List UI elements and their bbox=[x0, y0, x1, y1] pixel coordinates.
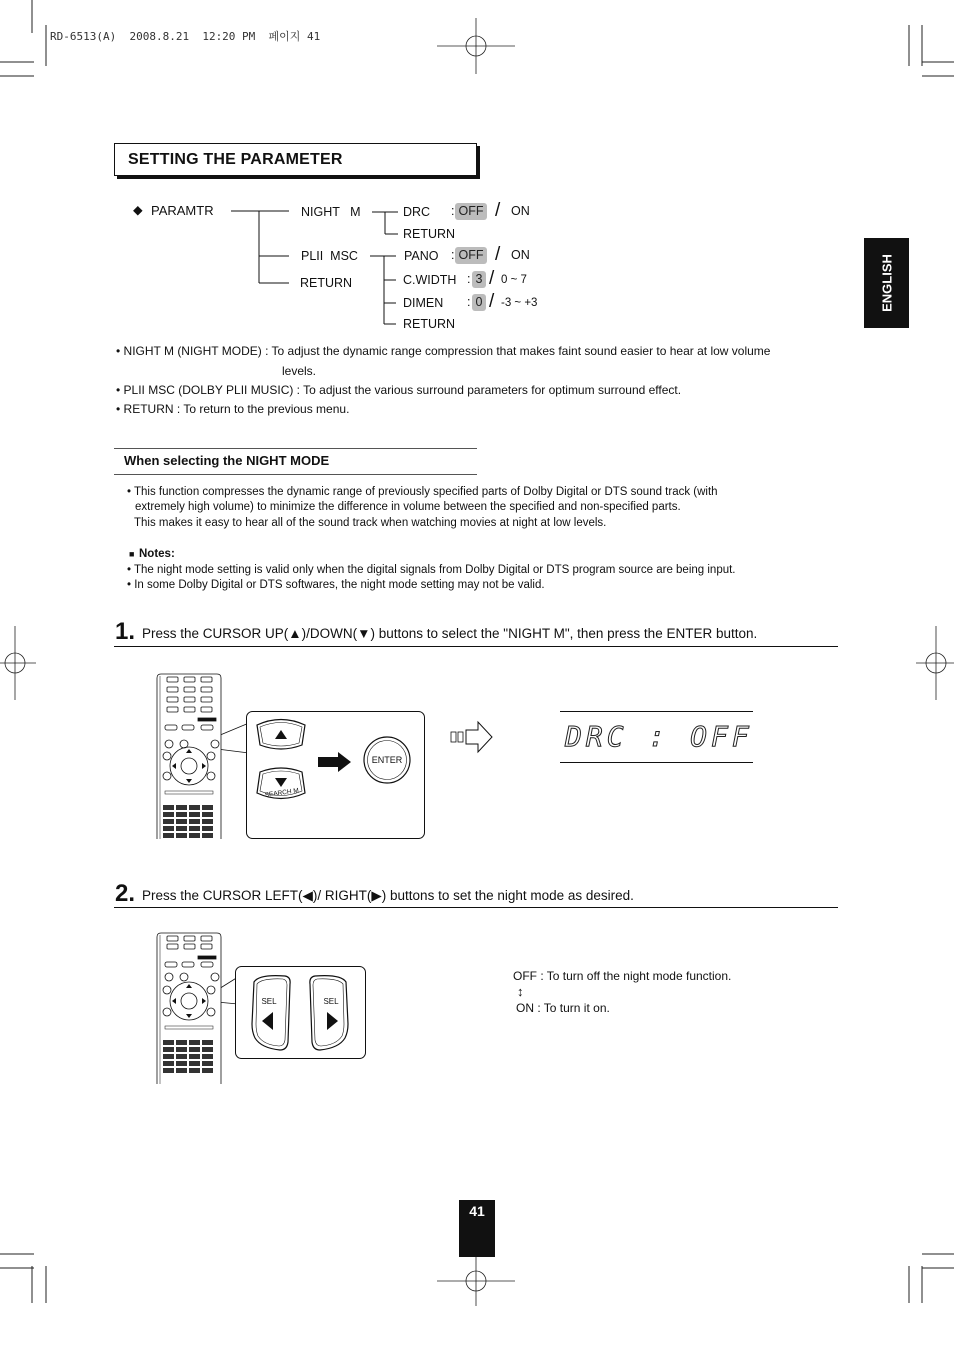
cursor-right-button bbox=[310, 976, 348, 1050]
c-width-colon: : bbox=[467, 272, 471, 286]
glyph-box bbox=[451, 732, 456, 742]
sel-left-label: SEL bbox=[261, 997, 277, 1006]
submenu-item-drc: DRC bbox=[403, 205, 431, 219]
note-item: • The night mode setting is valid only when the digital signals from Dolby Digital or DTS program source are being input. bbox=[127, 564, 736, 576]
paragraph-line: • This function compresses the dynamic range of previously specified parts of Dolby Digital or DTS sound track (with bbox=[127, 486, 718, 498]
cursor-down-button bbox=[257, 768, 305, 799]
dimen-current-value: 0 bbox=[472, 294, 486, 311]
pano-current-value: OFF bbox=[455, 247, 487, 264]
notes-label: Notes: bbox=[139, 548, 175, 560]
registration-mark-top bbox=[437, 18, 515, 74]
menu-item-night-m: NIGHT M bbox=[301, 205, 361, 219]
language-tab bbox=[864, 238, 909, 328]
drc-current-value: OFF bbox=[455, 203, 487, 220]
cursor-up-button bbox=[257, 720, 305, 750]
step-2-number: 2. bbox=[115, 880, 136, 907]
remote-control-icon bbox=[155, 932, 223, 1084]
cursor-buttons-zoom bbox=[246, 711, 425, 839]
step-2-instruction: Press the CURSOR LEFT(◀)/ RIGHT(▶) buttons to set the night mode as desired. bbox=[142, 888, 634, 903]
submenu-item-pano: PANO bbox=[404, 249, 439, 263]
step-1-number: 1. bbox=[115, 618, 136, 645]
menu-item-plii-msc: PLII MSC bbox=[301, 249, 358, 263]
drc-alternative-value: ON bbox=[511, 204, 530, 218]
dimen-slash: / bbox=[489, 291, 495, 312]
menu-root-label: PARAMTR bbox=[151, 203, 214, 218]
registration-mark-left bbox=[0, 626, 36, 700]
search-m-caption: SEARCH M bbox=[264, 787, 300, 799]
glyph-box bbox=[458, 732, 463, 742]
outline-arrow-icon bbox=[448, 720, 494, 754]
page-number-box bbox=[459, 1200, 495, 1257]
description-return: • RETURN : To return to the previous menu. bbox=[116, 402, 350, 416]
dimen-range: -3 ~ +3 bbox=[501, 297, 538, 309]
note-item: • In some Dolby Digital or DTS softwares, the night mode setting may not be valid. bbox=[127, 579, 545, 591]
registration-mark-right bbox=[916, 626, 954, 700]
print-header-info: RD-6513(A) 2008.8.21 12:20 PM 페이지 41 bbox=[50, 30, 321, 43]
submenu-item-return: RETURN bbox=[403, 227, 456, 241]
registration-mark-bottom bbox=[437, 1256, 515, 1306]
cursor-left-button bbox=[252, 976, 290, 1050]
notes-square-icon: ■ bbox=[129, 549, 135, 559]
c-width-slash: / bbox=[489, 268, 495, 289]
page-number: 41 bbox=[469, 1203, 485, 1219]
display-bottom-rule bbox=[560, 762, 753, 763]
section-title: SETTING THE PARAMETER bbox=[128, 151, 343, 168]
drc-colon: : bbox=[451, 204, 455, 218]
pano-colon: : bbox=[451, 248, 455, 262]
menu-item-return: RETURN bbox=[300, 276, 353, 290]
paragraph-line: This makes it easy to hear all of the sound track when watching movies at night at low levels. bbox=[134, 517, 607, 529]
paragraph-line: extremely high volume) to minimize the difference in volume between the specified and non-specified parts. bbox=[135, 501, 681, 513]
remote-control-icon bbox=[155, 673, 223, 839]
section-title-box bbox=[114, 143, 477, 176]
submenu-item-dimen: DIMEN bbox=[403, 296, 444, 310]
pano-slash: / bbox=[495, 244, 501, 265]
enter-button bbox=[364, 737, 410, 783]
diamond-icon: ◆ bbox=[133, 203, 143, 217]
description-night-m-continuation: levels. bbox=[282, 364, 317, 378]
display-top-rule bbox=[560, 711, 753, 712]
front-display-text: DRC : OFF bbox=[565, 720, 753, 753]
option-off-description: OFF : To turn off the night mode function. bbox=[513, 969, 732, 983]
description-night-m: • NIGHT M (NIGHT MODE) : To adjust the dynamic range compression that makes faint sound easier to hear at low volume bbox=[116, 344, 771, 358]
step-1-instruction: Press the CURSOR UP(▲)/DOWN(▼) buttons to select the "NIGHT M", then press the ENTER button. bbox=[142, 626, 758, 641]
sel-buttons-zoom bbox=[235, 966, 366, 1059]
menu-tree-connectors bbox=[231, 211, 398, 324]
enter-label: ENTER bbox=[371, 755, 403, 765]
dimen-colon: : bbox=[467, 295, 471, 309]
submenu-item-return: RETURN bbox=[403, 317, 456, 331]
toggle-arrow-icon: ↕ bbox=[517, 984, 524, 999]
submenu-item-c-width: C.WIDTH bbox=[403, 273, 457, 287]
subsection-heading: When selecting the NIGHT MODE bbox=[124, 453, 330, 468]
option-on-description: ON : To turn it on. bbox=[516, 1001, 610, 1015]
language-tab-label: ENGLISH bbox=[879, 254, 894, 312]
c-width-current-value: 3 bbox=[472, 271, 486, 288]
sel-right-label: SEL bbox=[323, 997, 339, 1006]
step-2-rule bbox=[114, 907, 838, 908]
pano-alternative-value: ON bbox=[511, 248, 530, 262]
step-1-rule bbox=[114, 646, 838, 647]
c-width-range: 0 ~ 7 bbox=[501, 274, 527, 286]
description-plii-msc: • PLII MSC (DOLBY PLII MUSIC) : To adjust the various surround parameters for optimum surround effect. bbox=[116, 383, 682, 397]
drc-slash: / bbox=[495, 200, 501, 221]
